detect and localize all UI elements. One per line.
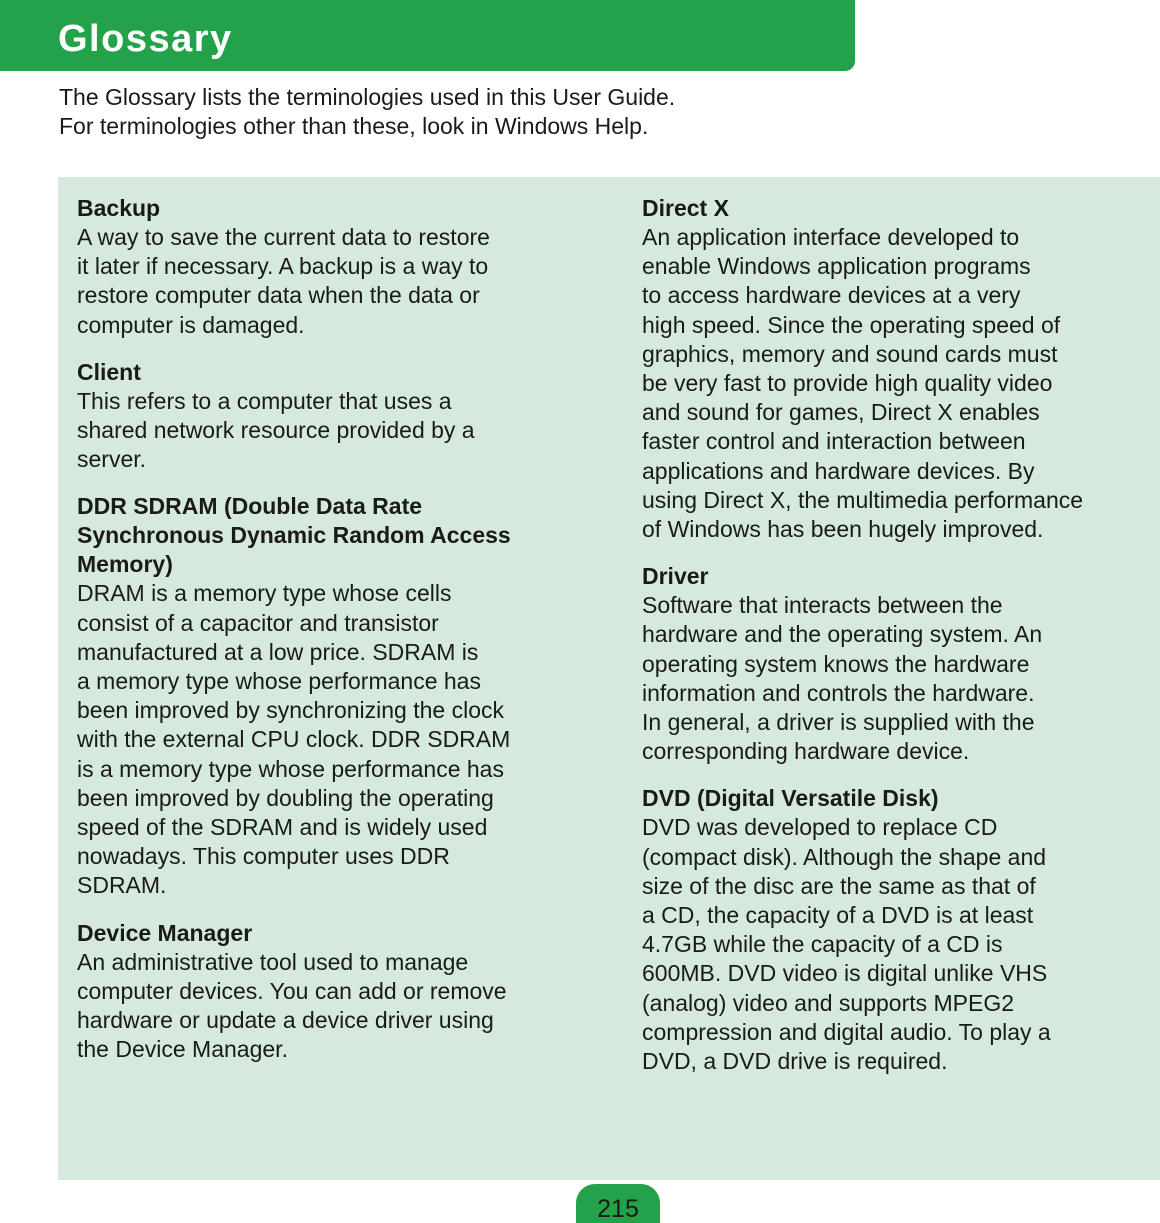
definition-line: consist of a capacitor and transistor <box>77 609 439 636</box>
glossary-definition <box>642 223 1160 544</box>
glossary-definition <box>77 948 597 1065</box>
glossary-panel <box>58 177 1160 1180</box>
definition-line: applications and hardware devices. By <box>642 457 1035 484</box>
glossary-column-right <box>642 194 1160 1094</box>
definition-line: enable Windows application programs <box>642 253 1031 280</box>
definition-line: server. <box>77 446 147 473</box>
glossary-term: Direct X <box>642 195 729 221</box>
definition-line: computer devices. You can add or remove <box>77 977 507 1004</box>
definition-line: SDRAM. <box>77 872 167 899</box>
definition-line: faster control and interaction between <box>642 428 1026 455</box>
definition-line: to access hardware devices at a very <box>642 282 1021 309</box>
definition-line: high speed. Since the operating speed of <box>642 311 1061 338</box>
definition-line: a memory type whose performance has <box>77 668 481 695</box>
definition-line: and sound for games, Direct X enables <box>642 399 1040 426</box>
definition-line: compression and digital audio. To play a <box>642 1018 1051 1045</box>
glossary-definition <box>77 223 597 340</box>
definition-line: 600MB. DVD video is digital unlike VHS <box>642 960 1048 987</box>
term-line: DDR SDRAM (Double Data Rate <box>77 493 423 520</box>
definition-line: DVD, a DVD drive is required. <box>642 1048 948 1075</box>
glossary-term: DVD (Digital Versatile Disk) <box>642 785 939 812</box>
definition-line: computer is damaged. <box>77 311 305 338</box>
definition-line: been improved by doubling the operating <box>77 784 494 811</box>
definition-line: (compact disk). Although the shape and <box>642 843 1047 870</box>
glossary-term: Driver <box>642 563 709 590</box>
definition-line: DVD was developed to replace CD <box>642 814 998 841</box>
glossary-term: Device Manager <box>77 919 253 946</box>
definition-line: speed of the SDRAM and is widely used <box>77 814 488 841</box>
definition-line: nowadays. This computer uses DDR <box>77 843 450 870</box>
intro-line: The Glossary lists the terminologies used in this User Guide. <box>59 84 676 110</box>
definition-line: hardware and the operating system. An <box>642 621 1043 648</box>
glossary-entry-dvd <box>642 784 1160 1076</box>
definition-line: Software that interacts between the <box>642 592 1003 619</box>
glossary-entry-client <box>77 358 597 475</box>
page-number: 215 <box>576 1184 660 1223</box>
glossary-definition <box>642 813 1160 1076</box>
definition-line: DRAM is a memory type whose cells <box>77 580 452 607</box>
glossary-definition <box>642 591 1160 766</box>
definition-line: shared network resource provided by a <box>77 417 475 444</box>
term-line: Memory) <box>77 551 173 578</box>
definition-line: of Windows has been hugely improved. <box>642 516 1044 543</box>
definition-line: the Device Manager. <box>77 1036 288 1063</box>
term-line: Synchronous Dynamic Random Access <box>77 522 511 549</box>
definition-line: been improved by synchronizing the clock <box>77 697 505 724</box>
definition-line: A way to save the current data to restore <box>77 224 490 250</box>
intro-text <box>59 83 675 141</box>
definition-line: size of the disc are the same as that of <box>642 872 1036 899</box>
definition-line: manufactured at a low price. SDRAM is <box>77 638 479 665</box>
definition-line: it later if necessary. A backup is a way to <box>77 253 489 280</box>
glossary-entry-direct-x <box>642 194 1160 544</box>
glossary-entry-device-manager <box>77 919 597 1065</box>
definition-line: This refers to a computer that uses a <box>77 387 452 414</box>
glossary-definition <box>77 387 597 475</box>
definition-line: operating system knows the hardware <box>642 650 1030 677</box>
page-title: Glossary <box>58 18 233 60</box>
definition-line: An administrative tool used to manage <box>77 948 469 975</box>
glossary-term: Client <box>77 358 141 385</box>
definition-line: corresponding hardware device. <box>642 738 970 765</box>
definition-line: a CD, the capacity of a DVD is at least <box>642 902 1034 929</box>
glossary-entry-backup <box>77 194 597 340</box>
definition-line: An application interface developed to <box>642 224 1020 250</box>
definition-line: In general, a driver is supplied with the <box>642 709 1035 736</box>
definition-line: be very fast to provide high quality video <box>642 370 1053 397</box>
glossary-term: Backup <box>77 195 161 221</box>
definition-line: with the external CPU clock. DDR SDRAM <box>77 726 511 753</box>
definition-line: using Direct X, the multimedia performance <box>642 486 1084 513</box>
glossary-definition <box>77 579 597 900</box>
definition-line: 4.7GB while the capacity of a CD is <box>642 931 1003 958</box>
definition-line: information and controls the hardware. <box>642 679 1035 706</box>
glossary-entry-ddr-sdram <box>77 492 597 900</box>
intro-line: For terminologies other than these, look in Windows Help. <box>59 113 649 139</box>
definition-line: graphics, memory and sound cards must <box>642 340 1058 367</box>
glossary-entry-driver <box>642 562 1160 766</box>
glossary-column-left <box>77 194 597 1082</box>
definition-line: is a memory type whose performance has <box>77 755 504 782</box>
title-bar <box>0 0 855 71</box>
definition-line: hardware or update a device driver using <box>77 1007 494 1034</box>
glossary-term <box>77 492 597 579</box>
definition-line: (analog) video and supports MPEG2 <box>642 989 1015 1016</box>
definition-line: restore computer data when the data or <box>77 282 480 309</box>
